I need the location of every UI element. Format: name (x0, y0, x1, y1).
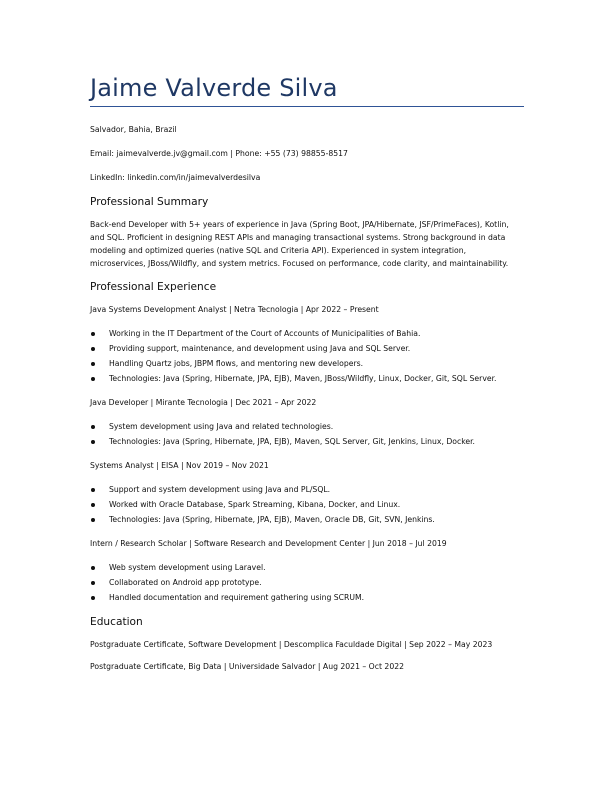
bullet-text: Handled documentation and requirement gathering using SCRUM. (109, 593, 365, 602)
list-item (90, 326, 522, 341)
list-item (90, 371, 522, 386)
job-title: Intern / Research Scholar | Software Research and Development Center | Jun 2018 – Jul 2019 (90, 539, 447, 548)
bullet-icon (91, 347, 95, 351)
education-item: Postgraduate Certificate, Big Data | Universidade Salvador | Aug 2021 – Oct 2022 (90, 662, 404, 671)
bullet-text: Technologies: Java (Spring, Hibernate, JPA, EJB), Maven, Oracle DB, Git, SVN, Jenkins. (109, 515, 435, 524)
bullet-icon (91, 377, 95, 381)
bullet-icon (91, 362, 95, 366)
list-item (90, 497, 522, 512)
bullet-icon (91, 503, 95, 507)
bullet-text: Providing support, maintenance, and development using Java and SQL Server. (109, 344, 411, 353)
job-bullets (90, 419, 522, 449)
bullet-icon (91, 425, 95, 429)
summary-heading: Professional Summary (90, 196, 209, 208)
list-item (90, 512, 522, 527)
education-item: Postgraduate Certificate, Software Development | Descomplica Faculdade Digital | Sep 2022 – May 2023 (90, 640, 493, 649)
job-title: Java Systems Development Analyst | Netra Tecnologia | Apr 2022 – Present (90, 305, 379, 314)
list-item (90, 356, 522, 371)
list-item (90, 560, 522, 575)
contact-email-phone: Email: jaimevalverde.jv@gmail.com | Phone: +55 (73) 98855-8517 (90, 149, 348, 158)
bullet-icon (91, 566, 95, 570)
bullet-text: Web system development using Laravel. (109, 563, 266, 572)
job-bullets (90, 326, 522, 386)
bullet-icon (91, 581, 95, 585)
header-divider (90, 106, 524, 107)
bullet-text: Collaborated on Android app prototype. (109, 578, 262, 587)
bullet-icon (91, 488, 95, 492)
job-title: Java Developer | Mirante Tecnologia | Dec 2021 – Apr 2022 (90, 398, 317, 407)
bullet-icon (91, 518, 95, 522)
bullet-text: Handling Quartz jobs, JBPM flows, and mentoring new developers. (109, 359, 364, 368)
contact-location: Salvador, Bahia, Brazil (90, 125, 177, 134)
bullet-text: Technologies: Java (Spring, Hibernate, JPA, EJB), Maven, SQL Server, Git, Jenkins, Linux, Docker. (109, 437, 476, 446)
education-heading: Education (90, 616, 143, 628)
bullet-text: Technologies: Java (Spring, Hibernate, JPA, EJB), Maven, JBoss/Wildfly, Linux, Docker, Git, SQL Server. (109, 374, 497, 383)
contact-linkedin: LinkedIn: linkedin.com/in/jaimevalverdesilva (90, 173, 261, 182)
bullet-text: Worked with Oracle Database, Spark Streaming, Kibana, Docker, and Linux. (109, 500, 401, 509)
list-item (90, 419, 522, 434)
list-item (90, 341, 522, 356)
summary-text: Back-end Developer with 5+ years of experience in Java (Spring Boot, JPA/Hibernate, JSF/PrimeFaces), Kotlin, and SQL. Proficient in designing REST APIs and managing transactional systems. Strong background in data modeling and optimized queries (native SQL and Criteria API). Experienced in system integration, microservices, JBoss/Wildfly, and system metrics. Focused on performance, code clarity, and maintainability. (90, 220, 509, 268)
bullet-icon (91, 332, 95, 336)
candidate-name: Jaime Valverde Silva (90, 74, 338, 102)
bullet-text: System development using Java and related technologies. (109, 422, 334, 431)
experience-heading: Professional Experience (90, 281, 217, 293)
bullet-icon (91, 596, 95, 600)
bullet-text: Support and system development using Java and PL/SQL. (109, 485, 331, 494)
job-bullets (90, 560, 522, 605)
bullet-text: Working in the IT Department of the Court of Accounts of Municipalities of Bahia. (109, 329, 421, 338)
resume-body (90, 123, 522, 682)
list-item (90, 590, 522, 605)
list-item (90, 434, 522, 449)
list-item (90, 482, 522, 497)
job-bullets (90, 482, 522, 527)
job-title: Systems Analyst | EISA | Nov 2019 – Nov 2021 (90, 461, 269, 470)
list-item (90, 575, 522, 590)
bullet-icon (91, 440, 95, 444)
